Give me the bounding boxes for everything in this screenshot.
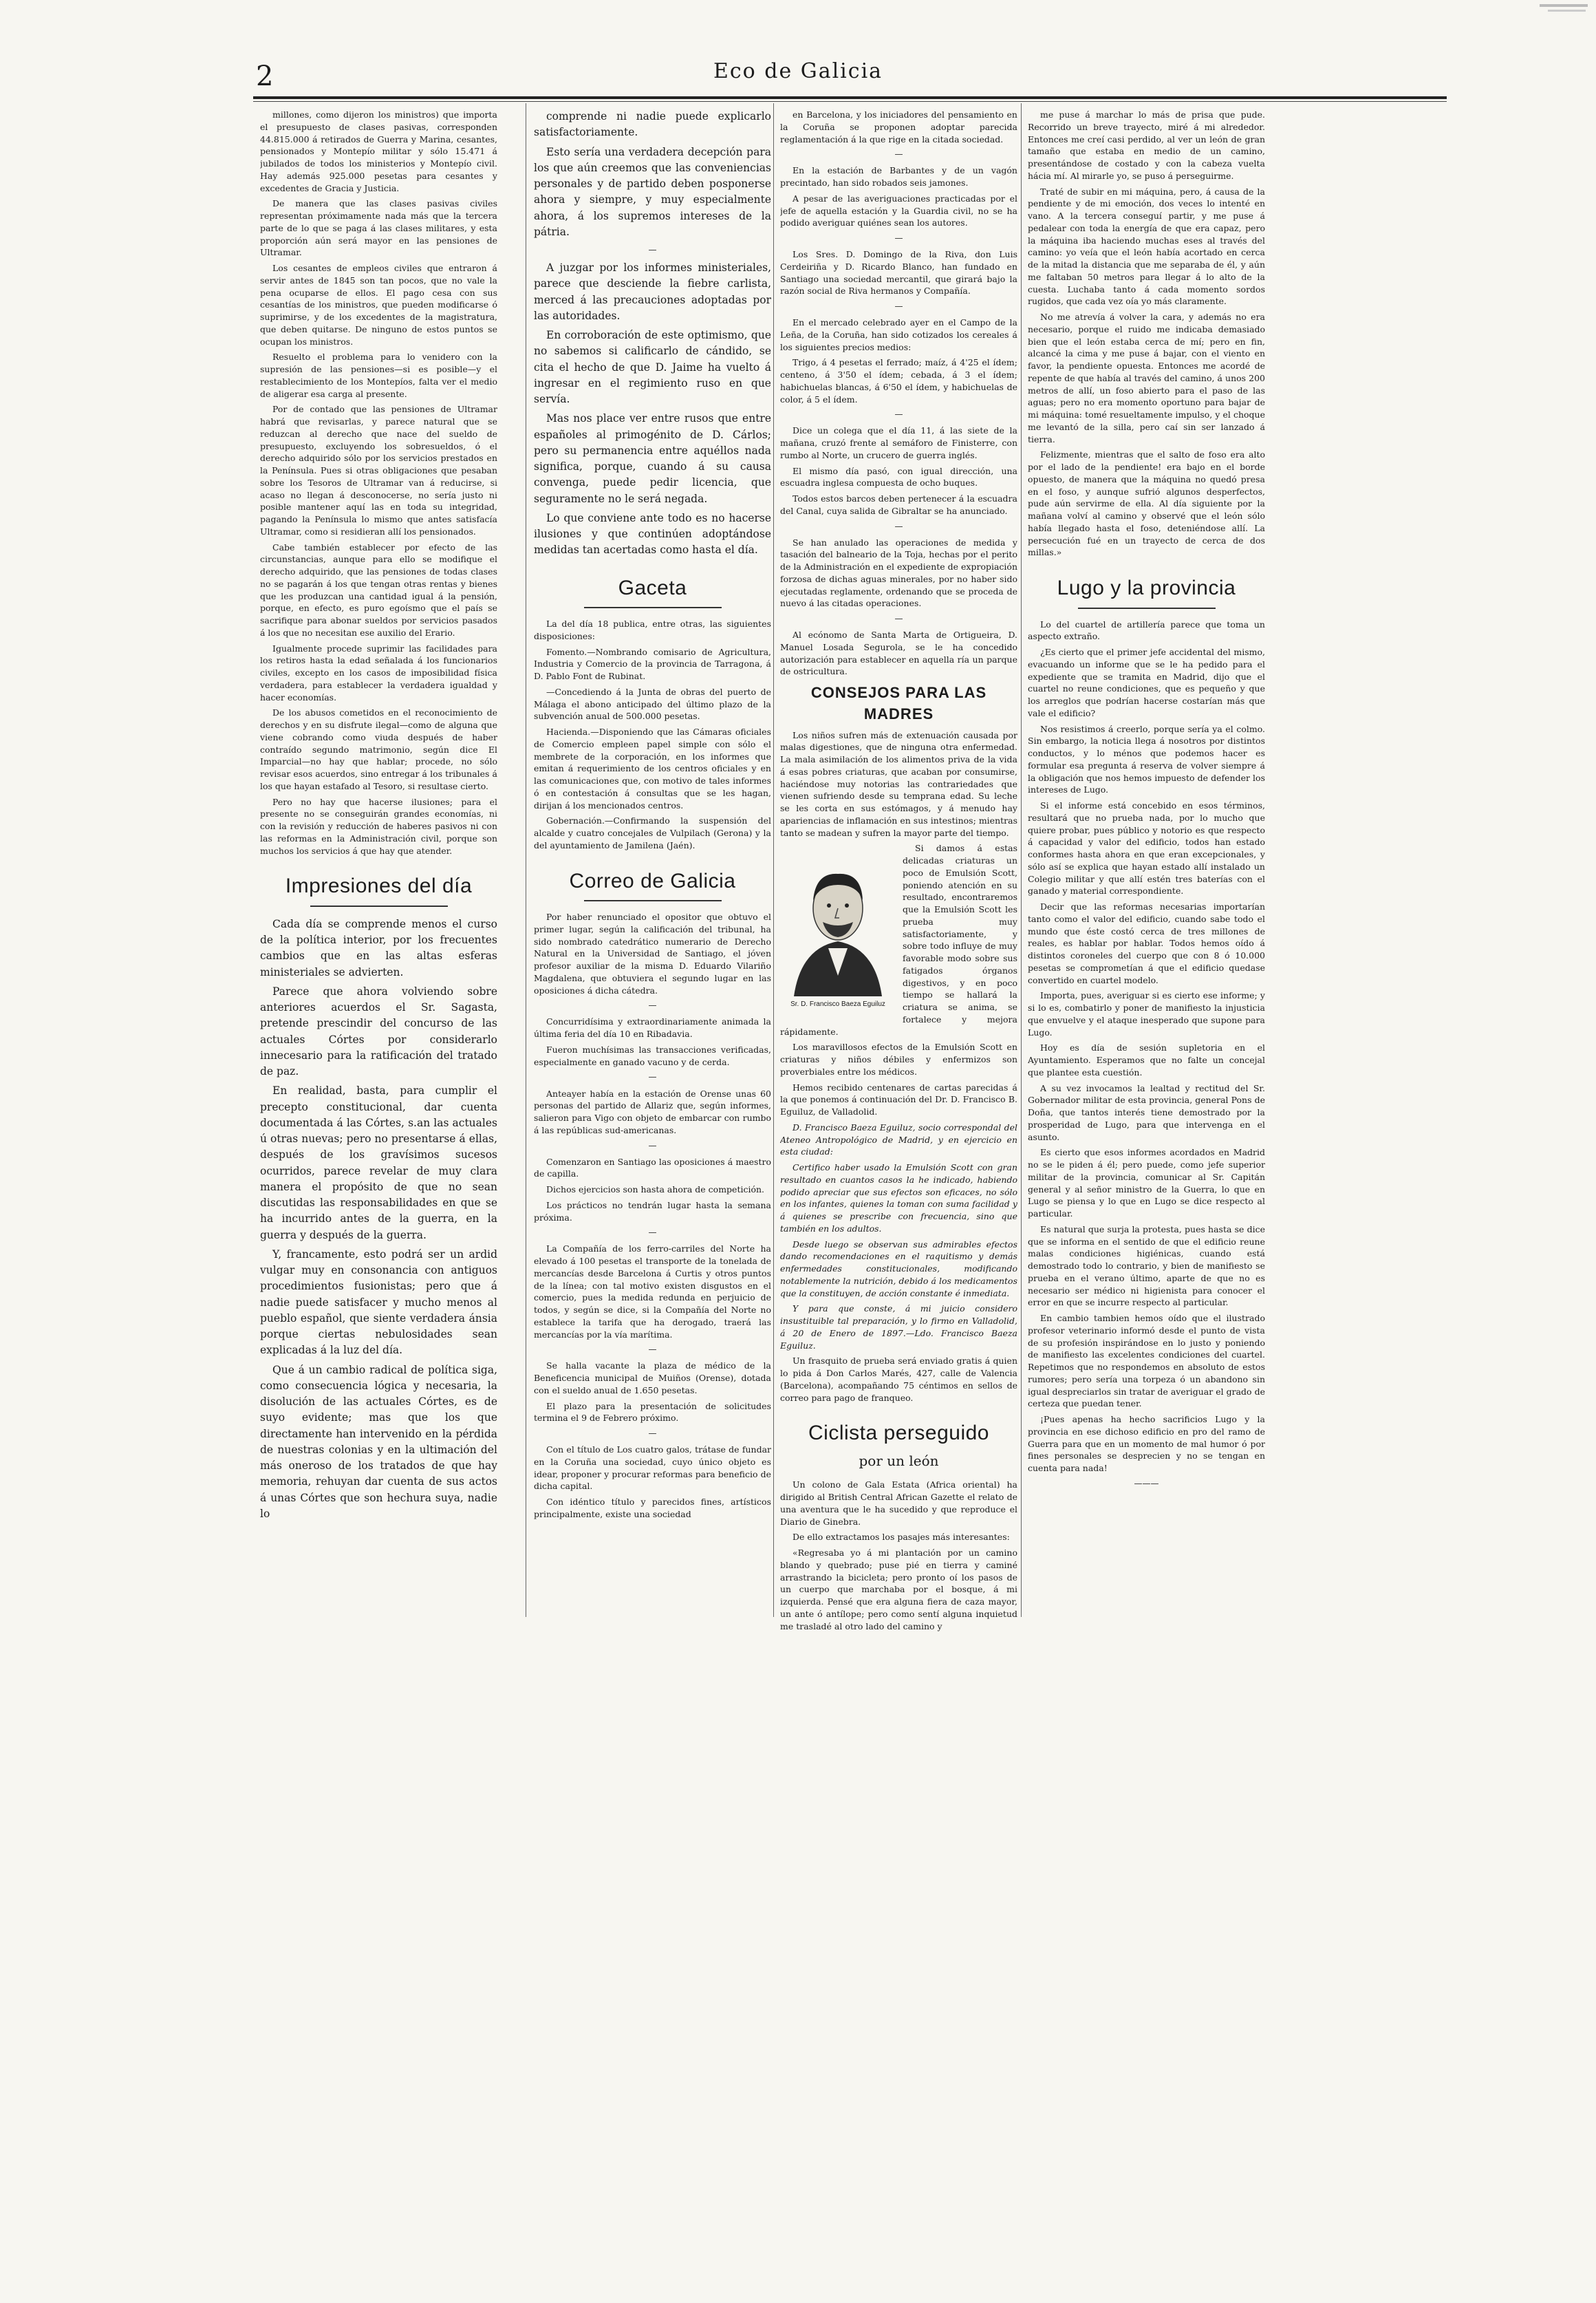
col3-paragraph: En el mercado celebrado ayer en el Campo de la Leña, de la Coruña, han sido cotizados los cereales á los siguientes precios medios: bbox=[780, 317, 1017, 352]
impresiones-paragraph: Parece que ahora volviendo sobre anteriores acuerdos el Sr. Sagasta, pretende prescindir del concurso de las actuales Córtes por considerarlo innecesario para la ratificación del tratado de paz. bbox=[260, 985, 497, 1078]
lugo-paragraph: Importa, pues, averiguar si es cierto ese informe; y si lo es, combatirlo y poner de manifiesto la injusticia que envuelve y el ataque inesperado que supone para Lugo. bbox=[1028, 990, 1265, 1038]
column-separator-2 bbox=[773, 103, 774, 1617]
lugo-paragraph: A su vez invocamos la lealtad y rectitud del Sr. Gobernador militar de esta provincia, general Pons de Doña, que tantos interés tiene demostrado por la prosperidad de Lugo, para que intervenga en el asunto. bbox=[1028, 1082, 1265, 1142]
correo-paragraph: Dichos ejercicios son hasta ahora de competición. bbox=[546, 1184, 765, 1195]
advert-paragraph: D. Francisco Baeza Eguiluz, socio correspondal del Ateneo Antropológico de Madrid, y en ejercicio en esta ciudad: bbox=[780, 1122, 1017, 1157]
col4-paragraph: Felizmente, mientras que el salto de foso era alto por el lado de la pendiente! era bajo en el borde opuesto, de manera que la máquina no quedó presa en el foso, y aunque sufrió algunos desperfectos, pude aún servirme de ella. Al día siguiente por la mañana volví al camino y observé que el león sólo había llegado hasta el foso, deteniéndose allí. La persecución fué en un trayecto de cerca de dos millas.» bbox=[1028, 449, 1265, 558]
heading-rule bbox=[1078, 608, 1216, 609]
end-divider: ——— bbox=[1134, 1478, 1159, 1488]
col1-paragraph: Pero no hay que hacerse ilusiones; para el presente no se conseguirán grandes economías, ni con la revisión y reducción de haberes pasivos ni con las reformas en la Administración civil, porque son muchos los servicios á que hay que atender. bbox=[260, 796, 497, 856]
col2-paragraph: comprende ni nadie puede explicarlo satisfactoriamente. bbox=[534, 110, 771, 139]
col2-paragraph: En corroboración de este optimismo, que no sabemos si calificarlo de cándido, se cita el hecho de que D. Jaime ha vuelto á ingresar en el regimiento ruso en que servía. bbox=[534, 329, 771, 405]
col3-paragraph: en Barcelona, y los iniciadores del pensamiento en la Coruña se proponen adoptar parecida reglamentación á la que rige en la citada sociedad. bbox=[780, 109, 1017, 144]
header-rule bbox=[253, 96, 1447, 99]
header-rule-thin bbox=[253, 101, 1447, 102]
column-2 bbox=[534, 109, 771, 1719]
col1-paragraph: Los cesantes de empleos civiles que entraron á servir antes de 1845 son tan pocos, que no vale la pena ocuparse de ellos. El pago cesa con sus cesantías de los ministros, que pueden modificarse ó suprimirse, y de los excedentes de la magistratura, que deben quitarse. De ninguno de estos puntos se ocupan los ministros. bbox=[260, 263, 497, 347]
col2-paragraph: A juzgar por los informes ministeriales, parece que desciende la fiebre carlista, merced á las precauciones adoptadas por las autoridades. bbox=[534, 261, 771, 322]
lugo-paragraph: Si el informe está concebido en esos términos, resultará que no prueba nada, por lo mucho que quiere probar, pues público y notorio es que respecto á capacidad y valor del edificio, todos han estado conformes hasta ahora en que eran excepcionales, y sólo así se explica que hayan estado allí instalado un Colegio militar y que allí estén tres baterías con el ganado y material correspondiente. bbox=[1028, 800, 1265, 897]
divider: — bbox=[648, 245, 657, 255]
gaceta-title: Gaceta bbox=[618, 576, 687, 599]
ciclista-paragraph: «Regresaba yo á mi plantación por un camino blando y quebrado; puse pié en tierra y caminé arrastrando la bicicleta; pero pronto oí los pasos de un cuerpo que marchaba por el bosque, á mi izquierda. Pensé que era alguna fiera de caza mayor, un ante ó antílope; pero como sentí alguna inquietud me trasladé al otro lado del camino y bbox=[780, 1547, 1017, 1631]
col3-paragraph: Dice un colega que el día 11, á las siete de la mañana, cruzó frente al semáforo de Finisterre, con rumbo al Norte, un crucero de guerra inglés. bbox=[780, 425, 1017, 460]
heading-rule bbox=[310, 906, 448, 907]
col3-paragraph: Al ecónomo de Santa Marta de Ortigueira, D. Manuel Losada Segurola, se le ha concedido autorización para establecer en aquella ría un parque de ostricultura. bbox=[780, 630, 1017, 677]
correo-paragraph: La Compañía de los ferro-carriles del Norte ha elevado á 100 pesetas el transporte de la tonelada de mercancías desde Barcelona á Curtis y otros puntos de la línea; con tal motivo existen disgustos en el comercio, pues la medida redunda en perjuicio de todos, y según se dice, si la Compañía del Norte no establece la tarifa que ha derogado, traerá las mercancías por la vía marítima. bbox=[534, 1243, 771, 1340]
divider: — bbox=[648, 1228, 657, 1238]
divider: — bbox=[894, 149, 903, 160]
correo-paragraph: El plazo para la presentación de solicitudes termina el 9 de Febrero próximo. bbox=[534, 1400, 771, 1424]
lugo-paragraph: Decir que las reformas necesarias importarían tanto como el valor del edificio, cuando sabe todo el mundo que éste costó cerca de tres millones de reales, es hablar por hablar. Todos hemos oído á distintos coroneles del cuerpo que con 8 ó 10.000 pesetas se comprometían á que el edificio quedase convertido en cuartel modelo. bbox=[1028, 901, 1265, 985]
col1-paragraph: Resuelto el problema para lo venidero con la supresión de las pensiones—si es posible—y el restablecimiento de los Montepíos, falta ver el medio de aligerar esa carga al presente. bbox=[260, 352, 497, 399]
col3-paragraph: Los Sres. D. Domingo de la Riva, don Luis Cerdeiriña y D. Ricardo Blanco, han fundado en Santiago una sociedad mercantil, que girará bajo la razón social de Riva hermanos y Compañía. bbox=[780, 249, 1017, 297]
gaceta-paragraph: Fomento.—Nombrando comisario de Agricultura, Industria y Comercio de la provincia de Tarragona, á D. Pablo Font de Rubinat. bbox=[534, 646, 771, 682]
advert-paragraph: Los maravillosos efectos de la Emulsión Scott en criaturas y niños débiles y enfermizos son proverbiales entre los médicos. bbox=[780, 1042, 1017, 1077]
col1-paragraph: Igualmente procede suprimir las facilidades para los retiros hasta la edad señalada á los funcionarios civiles, excepto en los casos de imposibilidad física verdadera, para establecer la verdadera igualdad y hacer economías. bbox=[260, 643, 497, 703]
col4-paragraph: No me atrevía á volver la cara, y además no era necesario, porque el ruido me indicaba demasiado bien que el león estaba cerca de mí; pero en fin, alcancé la cima y me puse á bajar, con el viento en favor, la pendiente opuesta. Entonces me acordé de repente de que había al través del camino, á unos 200 metros de allí, un foso abierto para el paso de las aguas; pero no era momento oportuno para bajar de mi máquina: tomé resueltamente impulso, y el choque me levantó de la silla, pero caí sin ser lanzado á tierra. bbox=[1028, 312, 1265, 444]
col3-paragraph: Todos estos barcos deben pertenecer á la escuadra del Canal, cuya salida de Gibraltar se ha anunciado. bbox=[780, 493, 1017, 516]
page-number: 2 bbox=[256, 61, 274, 92]
col1-paragraph: millones, como dijeron los ministros) que importa el presupuesto de clases pasivas, corresponden 44.815.000 á retirados de Guerra y Marina, cesantes, pensionados y Montepío militar y sólo 15.471 á jubilados de todos los ministerios y Montepío civil. Hay además 925.000 pesetas para cesantes y excedentes de Gracia y Justicia. bbox=[260, 109, 497, 193]
correo-paragraph: Con el título de Los cuatro galos, trátase de fundar en la Coruña una sociedad, cuyo único objeto es idear, proponer y procurar reformas para beneficio de dicha capital. bbox=[534, 1444, 771, 1492]
col3-paragraph: En la estación de Barbantes y de un vagón precintado, han sido robados seis jamones. bbox=[780, 165, 1017, 189]
ciclista-subtitle: por un león bbox=[859, 1453, 939, 1469]
divider: — bbox=[894, 521, 903, 531]
impresiones-heading bbox=[260, 872, 497, 907]
heading-rule bbox=[584, 900, 722, 901]
col4-paragraph: me puse á marchar lo más de prisa que pude. Recorrido un breve trayecto, miré á mi alrededor. Entonces me creí casi perdido, al ver un león de gran tamaño que estaba en medio de un camino, presentándose de costado y con la cabeza vuelta hácia mí. Al mirarle yo, se puso á perseguirme. bbox=[1028, 109, 1265, 181]
gaceta-heading bbox=[534, 574, 771, 609]
ciclista-title: Ciclista perseguido bbox=[808, 1422, 989, 1445]
lugo-title: Lugo y la provincia bbox=[1057, 577, 1236, 599]
gaceta-paragraph: Hacienda.—Disponiendo que las Cámaras oficiales de Comercio empleen papel simple con sólo el membrete de la corporación, en los informes que emitan á requerimiento de los centros oficiales y en las comunicaciones que, con motivo de tales informes ó en contestación á consultas que se les hagan, dirijan á los mencionados centros. bbox=[534, 727, 771, 811]
col4-paragraph: Traté de subir en mi máquina, pero, á causa de la pendiente y de mi emoción, dos veces lo intenté en vano. A la tercera conseguí partir, y me puse á pedalear con toda la energía de que era capaz, pero la máquina iba haciendo muchas eses al través del camino: yo veía que el león había acortado en cerca de la mitad la distancia que me separaba de él, y aún me faltaban 50 metros para llegar á lo alto de la cuesta. Luchaba tanto á cada momento sordos rugidos, que cada vez oía yo más claramente. bbox=[1028, 186, 1265, 307]
advert-body: Si damos á estas delicadas criaturas un poco de Emulsión Scott, poniendo atención en su resultado, encontraremos que la Emulsión Scott les prueba muy satisfactoriamente, y sobre todo influye de muy favorable modo sobre sus fatigados órganos digestivos, y en poco tiempo se hallará la criatura se anima, se fortalece y mejora rápidamente. bbox=[780, 843, 1017, 1037]
lugo-paragraph: Lo del cuartel de artillería parece que toma un aspecto extraño. bbox=[1028, 619, 1265, 642]
advert-paragraph: Certifico haber usado la Emulsión Scott con gran resultado en cuantos casos la he indicado, habiendo podido apreciar que sus efectos son eficaces, no sólo en los infantes, quienes la toman con suma facilidad y á quienes se prescribe con frecuencia, sino que también en los adultos. bbox=[780, 1162, 1017, 1234]
ciclista-paragraph: Un colono de Gala Estata (Africa oriental) ha dirigido al British Central African Gazette el relato de una aventura que le ha sucedido y que reproduce el Diario de Ginebra. bbox=[780, 1479, 1017, 1527]
col2-paragraph: Mas nos place ver entre rusos que entre españoles al primogénito de D. Cárlos; pero su permanencia entre aquéllos nada significa, porque, cuando á su causa convenga, puede pedir licencia, que seguramente no le será negada. bbox=[534, 412, 771, 505]
lugo-paragraph: Nos resistimos á creerlo, porque sería ya el colmo. Sin embargo, la noticia llega á nosotros por distintos conductos, y lo ménos que podemos hacer es formular esa pregunta á reserva de volver siempre á la obligación que nos hemos impuesto de defender los intereses de Lugo. bbox=[1028, 723, 1265, 795]
heading-rule bbox=[584, 607, 722, 608]
column-1 bbox=[260, 109, 497, 1719]
portrait-engraving bbox=[780, 845, 896, 996]
col3-paragraph: Trigo, á 4 pesetas el ferrado; maíz, á 4'25 el ídem; centeno, á 3'50 el ídem; cebada, á 3 el ídem; habichuelas blancas, á 6'50 el ídem, y habichuelas de color, á 5 el ídem. bbox=[780, 357, 1017, 405]
advert-paragraph: Un frasquito de prueba será enviado gratis á quien lo pida á Don Carlos Marés, 427, calle de Valencia (Barcelona), acompañando 75 céntimos en sellos de correo para pago de franqueo. bbox=[780, 1356, 1017, 1403]
lugo-paragraph: ¡Pues apenas ha hecho sacrificios Lugo y la provincia en ese dichoso edificio en pro del ramo de Guerra para que en un momento de mal humor ó por fines personales se desprecien y no se tengan en cuenta para nada! bbox=[1028, 1414, 1265, 1474]
col3-paragraph: Se han anulado las operaciones de medida y tasación del balneario de la Toja, hechas por el perito de la Administración en el expediente de expropiación forzosa de dichas aguas minerales, por no haber sido ejecutadas reglamente, ordenando que se proceda de nuevo á las citadas operaciones. bbox=[780, 537, 1017, 609]
correo-heading bbox=[534, 867, 771, 902]
divider: — bbox=[648, 1072, 657, 1082]
advert-intro: Los niños sufren más de extenuación causada por malas digestiones, que de ninguna otra enfermedad. La mala asimilación de los alimentos priva de la vida á esas pobres criaturas, que acaban por consumirse, haciéndose muy notorias las contrariedades que vienen sufriendo desde su temprana edad. Su leche se les corta en sus estómagos, y á menudo hay apariencias de inflamación en sus intestinos; mientras tanto se madean y sufren la mayor parte del tiempo. bbox=[780, 729, 1017, 838]
advert-paragraph: Hemos recibido centenares de cartas parecidas á la que ponemos á continuación del Dr. D. Francisco B. Eguiluz, de Valladolid. bbox=[780, 1082, 1017, 1117]
advert-title: CONSEJOS PARA LAS MADRES bbox=[810, 684, 987, 723]
col1-paragraph: De manera que las clases pasivas civiles representan próximamente nada más que la tercera parte de lo que se paga á las clases militares, y esta proporción aún será mayor en las pensiones de Ultramar. bbox=[260, 198, 497, 258]
divider: — bbox=[648, 1140, 657, 1150]
column-4 bbox=[1028, 109, 1265, 1719]
correo-paragraph: Concurridísima y extraordinariamente animada la última feria del día 10 en Ribadavia. bbox=[534, 1016, 771, 1040]
portrait-caption: Sr. D. Francisco Baeza Eguiluz bbox=[790, 1000, 885, 1009]
lugo-paragraph: Hoy es día de sesión supletoria en el Ayuntamiento. Esperamos que no falte un concejal que plantee esta cuestión. bbox=[1028, 1042, 1265, 1078]
col3-paragraph: El mismo día pasó, con igual dirección, una escuadra inglesa compuesta de ocho buques. bbox=[780, 465, 1017, 489]
correo-paragraph: Con idéntico título y parecidos fines, artísticos principalmente, existe una sociedad bbox=[534, 1497, 771, 1519]
divider: — bbox=[894, 301, 903, 312]
impresiones-paragraph: Que á un cambio radical de política siga, como consecuencia lógica y necesaria, la disolución de las actuales Córtes, es de suyo evidente; mas que los que directamente han intervenido en la pérdida de nuestras colonias y en la ultimación del más oneroso de los tratados de que hay memoria, rehuyan dar cuenta de sus actos á unas Córtes que son hechura suya, nadie lo bbox=[260, 1363, 497, 1520]
correo-paragraph: Anteayer había en la estación de Orense unas 60 personas del partido de Allariz que, según informes, salieron para Vigo con objeto de embarcar con rumbo á las repúblicas sud-americanas. bbox=[534, 1088, 771, 1135]
lugo-paragraph: ¿Es cierto que el primer jefe accidental del mismo, evacuando un informe que se le ha pedido para el expediente que se tramita en Madrid, dijo que el cuartel no reune condiciones, que es pequeño y que los arreglos que podrían hacerse costarían más que vale el edificio? bbox=[1028, 647, 1265, 718]
gaceta-paragraph: Gobernación.—Confirmando la suspensión del alcalde y cuatro concejales de Vulpilach (Gerona) y la del ayuntamiento de Jamilena (Jaén). bbox=[534, 815, 771, 850]
column-separator-3 bbox=[1021, 103, 1022, 1617]
col2-paragraph: Lo que conviene ante todo es no hacerse ilusiones y que continúen adoptándose medidas tan acertadas como hasta el día. bbox=[534, 511, 771, 557]
masthead: Eco de Galicia bbox=[713, 59, 883, 83]
column-3 bbox=[780, 109, 1017, 1719]
correo-paragraph: Por haber renunciado el opositor que obtuvo el primer lugar, según la calificación del tribunal, ha sido nombrado catedrático numerario de Derecho Natural en la Universidad de Santiago, el jóven profesor auxiliar de la misma D. Eduardo Vilariño Magdalena, que obtuviera el segundo lugar en las oposiciones á dicha cátedra. bbox=[534, 912, 771, 996]
divider: — bbox=[648, 1000, 657, 1011]
col1-paragraph: Cabe también establecer por efecto de las circunstancias, aunque para ello se modifique el derecho adquirido, que las pensiones de todas clases no se pagarán á los que tengan otras rentas y bienes que les produzcan una cantidad igual á la pensión, porque, en efecto, es puro egoísmo que el país se sacrifique para abonar sueldos por servicios pasados á los que no necesitan ese auxilio del Erario. bbox=[260, 542, 497, 638]
lugo-paragraph: Es cierto que esos informes acordados en Madrid no se le piden á él; pero puede, como jefe superior militar de la provincia, comunicar al Sr. Capitán general y al señor ministro de la Guerra, lo que en Lugo se piensa y lo que en Lugo se dice respecto al particular. bbox=[1028, 1147, 1265, 1219]
impresiones-paragraph: En realidad, basta, para cumplir el precepto constitucional, dar cuenta documentada á las Córtes, s.an las actuales ú otras nuevas; pero no presentarse á ellas, después de los gravísimos sucesos ocurridos, parece revelar de muy clara manera el propósito de que no sean discutidas las responsabilidades en que se ha incurrido antes de la guerra, en la guerra y después de la guerra. bbox=[260, 1084, 497, 1241]
impresiones-paragraph: Cada día se comprende menos el curso de la política interior, por los frecuentes cambios que en las altas esferas ministeriales se advierten. bbox=[260, 917, 497, 978]
lugo-paragraph: En cambio tambien hemos oído que el ilustrado profesor veterinario informó desde el punto de vista de su profesión inspirándose en lo justo y poniendo de manifiesto las excelentes condiciones del cuartel. Repetimos que no respondemos en absoluto de estos rumores; pero sería una torpeza ó un abandono sin igual despreciarlos sin tratar de averiguar el grado de certeza que puedan tener. bbox=[1028, 1313, 1265, 1409]
gaceta-paragraph: La del día 18 publica, entre otras, las siguientes disposiciones: bbox=[534, 619, 771, 641]
col2-opening bbox=[534, 109, 771, 559]
col2-paragraph: Esto sería una verdadera decepción para los que aún creemos que las conveniencias personales y de partido deben posponerse ahora y siempre, y muy especialmente ahora, á los supremos intereses de la pátria. bbox=[534, 145, 771, 238]
divider: — bbox=[894, 409, 903, 420]
ciclista-paragraph: De ello extractamos los pasajes más interesantes: bbox=[792, 1532, 1010, 1543]
lugo-paragraph: Es natural que surja la protesta, pues hasta se dice que se informa en el sentido de que el edificio reune malas condiciones higiénicas, cuando está demostrado todo lo contrario, y bien de manifiesto se prueba en el verano último, aparte de que no es necesario ser médico ni higienista para conocer el error en que se incurre respecto al particular. bbox=[1028, 1223, 1265, 1308]
divider: — bbox=[894, 614, 903, 624]
col1-paragraph: Por de contado que las pensiones de Ultramar habrá que revisarlas, y parece natural que se reduzcan al derecho que nace del sueldo de presupuesto, excluyendo los sobresueldos, ó el derecho adquirido sólo por los servicios prestados en la Península. Pues si otras obligaciones que pesaban sobre los Tesoros de Ultramar van á reducirse, si acaso no llegan á desconocerse, no sería justo ni posible mantener aquí las en toda su integridad, pagando la Península lo mismo que antes satisfacía Ultramar, como si residieran allí los pensionados. bbox=[260, 404, 497, 537]
correo-paragraph: Los prácticos no tendrán lugar hasta la semana próxima. bbox=[534, 1199, 771, 1223]
impresiones-title: Impresiones del día bbox=[285, 875, 473, 898]
correo-title: Correo de Galicia bbox=[569, 869, 736, 892]
col3-paragraph: A pesar de las averiguaciones practicadas por el jefe de aquella estación y la Guardia civil, no se ha podido averiguar quiénes sean los autores. bbox=[780, 193, 1017, 228]
correo-paragraph: Se halla vacante la plaza de médico de la Beneficencia municipal de Muiños (Orense), dotada con el sueldo anual de 1.650 pesetas. bbox=[534, 1360, 771, 1395]
divider: — bbox=[648, 1345, 657, 1355]
correo-paragraph: Fueron muchísimas las transacciones verificadas, especialmente en ganado vacuno y de cerda. bbox=[534, 1044, 771, 1067]
correo-paragraph: Comenzaron en Santiago las oposiciones á maestro de capilla. bbox=[534, 1156, 771, 1179]
impresiones-body bbox=[260, 917, 497, 1522]
col1-paragraph: De los abusos cometidos en el reconocimiento de derechos y en su disfrute ilegal—como de alguna que viene cobrando como viuda después de haber contraído segundo matrimonio, según dice El Imparcial—no hay que hablar; procede, no sólo revisar esos acuerdos, sino entregar á los tribunales á los que hayan estafado al Tesoro, si resultase cierto. bbox=[260, 707, 497, 791]
impresiones-paragraph: Y, francamente, esto podrá ser un ardid vulgar muy en consonancia con antiguos procedimientos fusionistas; pero que á nadie puede satisfacer y mucho menos al pueblo español, que siente verdadera ánsia porque ciertas nebulosidades sean explicadas á la luz del día. bbox=[260, 1247, 497, 1357]
portrait-block bbox=[780, 845, 896, 1009]
divider: — bbox=[648, 1428, 657, 1439]
advert-paragraph: Y para que conste, á mi juicio considero insustituible tal preparación, y lo firmo en Valladolid, á 20 de Enero de 1897.—Ldo. Francisco Baeza Eguiluz. bbox=[780, 1303, 1017, 1351]
advert-paragraph: Desde luego se observan sus admirables efectos dando recomendaciones en el raquitismo y demás enfermedades constitucionales, modificando notablemente la nutrición, debido á los medicamentos que la constituyen, de acción constante é inmediata. bbox=[780, 1239, 1017, 1298]
ciclista-heading bbox=[780, 1419, 1017, 1448]
lugo-heading bbox=[1028, 574, 1265, 609]
divider: — bbox=[894, 233, 903, 244]
gaceta-paragraph: —Concediendo á la Junta de obras del puerto de Málaga el abono anticipado del último plazo de la subvención anual de 500.000 pesetas. bbox=[534, 686, 771, 722]
scan-noise-mark bbox=[1534, 0, 1596, 18]
